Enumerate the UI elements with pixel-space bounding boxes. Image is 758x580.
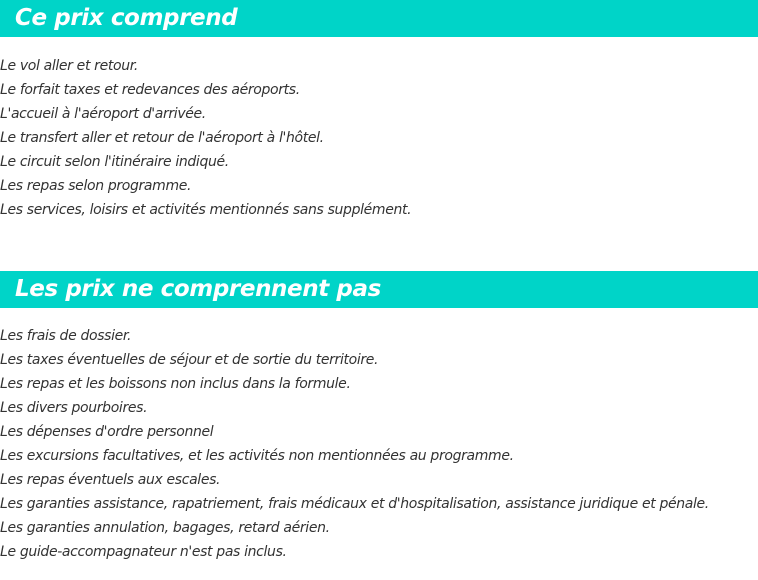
excluded-item: Les frais de dossier. (0, 328, 132, 344)
included-header-banner (0, 0, 758, 37)
included-list (0, 37, 758, 222)
excluded-item: Les dépenses d'ordre personnel (0, 424, 214, 440)
included-item: Le vol aller et retour. (0, 58, 138, 74)
included-item: Le forfait taxes et redevances des aéroports. (0, 82, 300, 98)
excluded-item: Les repas éventuels aux escales. (0, 472, 221, 488)
excluded-title: Les prix ne comprennent pas (15, 276, 381, 302)
excluded-list (0, 308, 758, 564)
excluded-item: Les excursions facultatives, et les activités non mentionnées au programme. (0, 448, 514, 464)
excluded-item: Les garanties assistance, rapatriement, frais médicaux et d'hospitalisation, assistance juridique et pénale. (0, 496, 709, 512)
excluded-item: Les garanties annulation, bagages, retard aérien. (0, 520, 330, 536)
excluded-item: Les repas et les boissons non inclus dans la formule. (0, 376, 351, 392)
excluded-header-banner (0, 271, 758, 308)
included-item: L'accueil à l'aéroport d'arrivée. (0, 106, 206, 122)
excluded-section (0, 271, 758, 564)
excluded-item: Les divers pourboires. (0, 400, 148, 416)
included-title: Ce prix comprend (15, 5, 238, 31)
included-item: Le circuit selon l'itinéraire indiqué. (0, 154, 229, 170)
included-item: Le transfert aller et retour de l'aéroport à l'hôtel. (0, 130, 324, 146)
included-item: Les repas selon programme. (0, 178, 192, 194)
excluded-item: Les taxes éventuelles de séjour et de sortie du territoire. (0, 352, 379, 368)
excluded-item: Le guide-accompagnateur n'est pas inclus. (0, 544, 287, 560)
included-item: Les services, loisirs et activités mentionnés sans supplément. (0, 202, 412, 218)
included-section (0, 0, 758, 222)
